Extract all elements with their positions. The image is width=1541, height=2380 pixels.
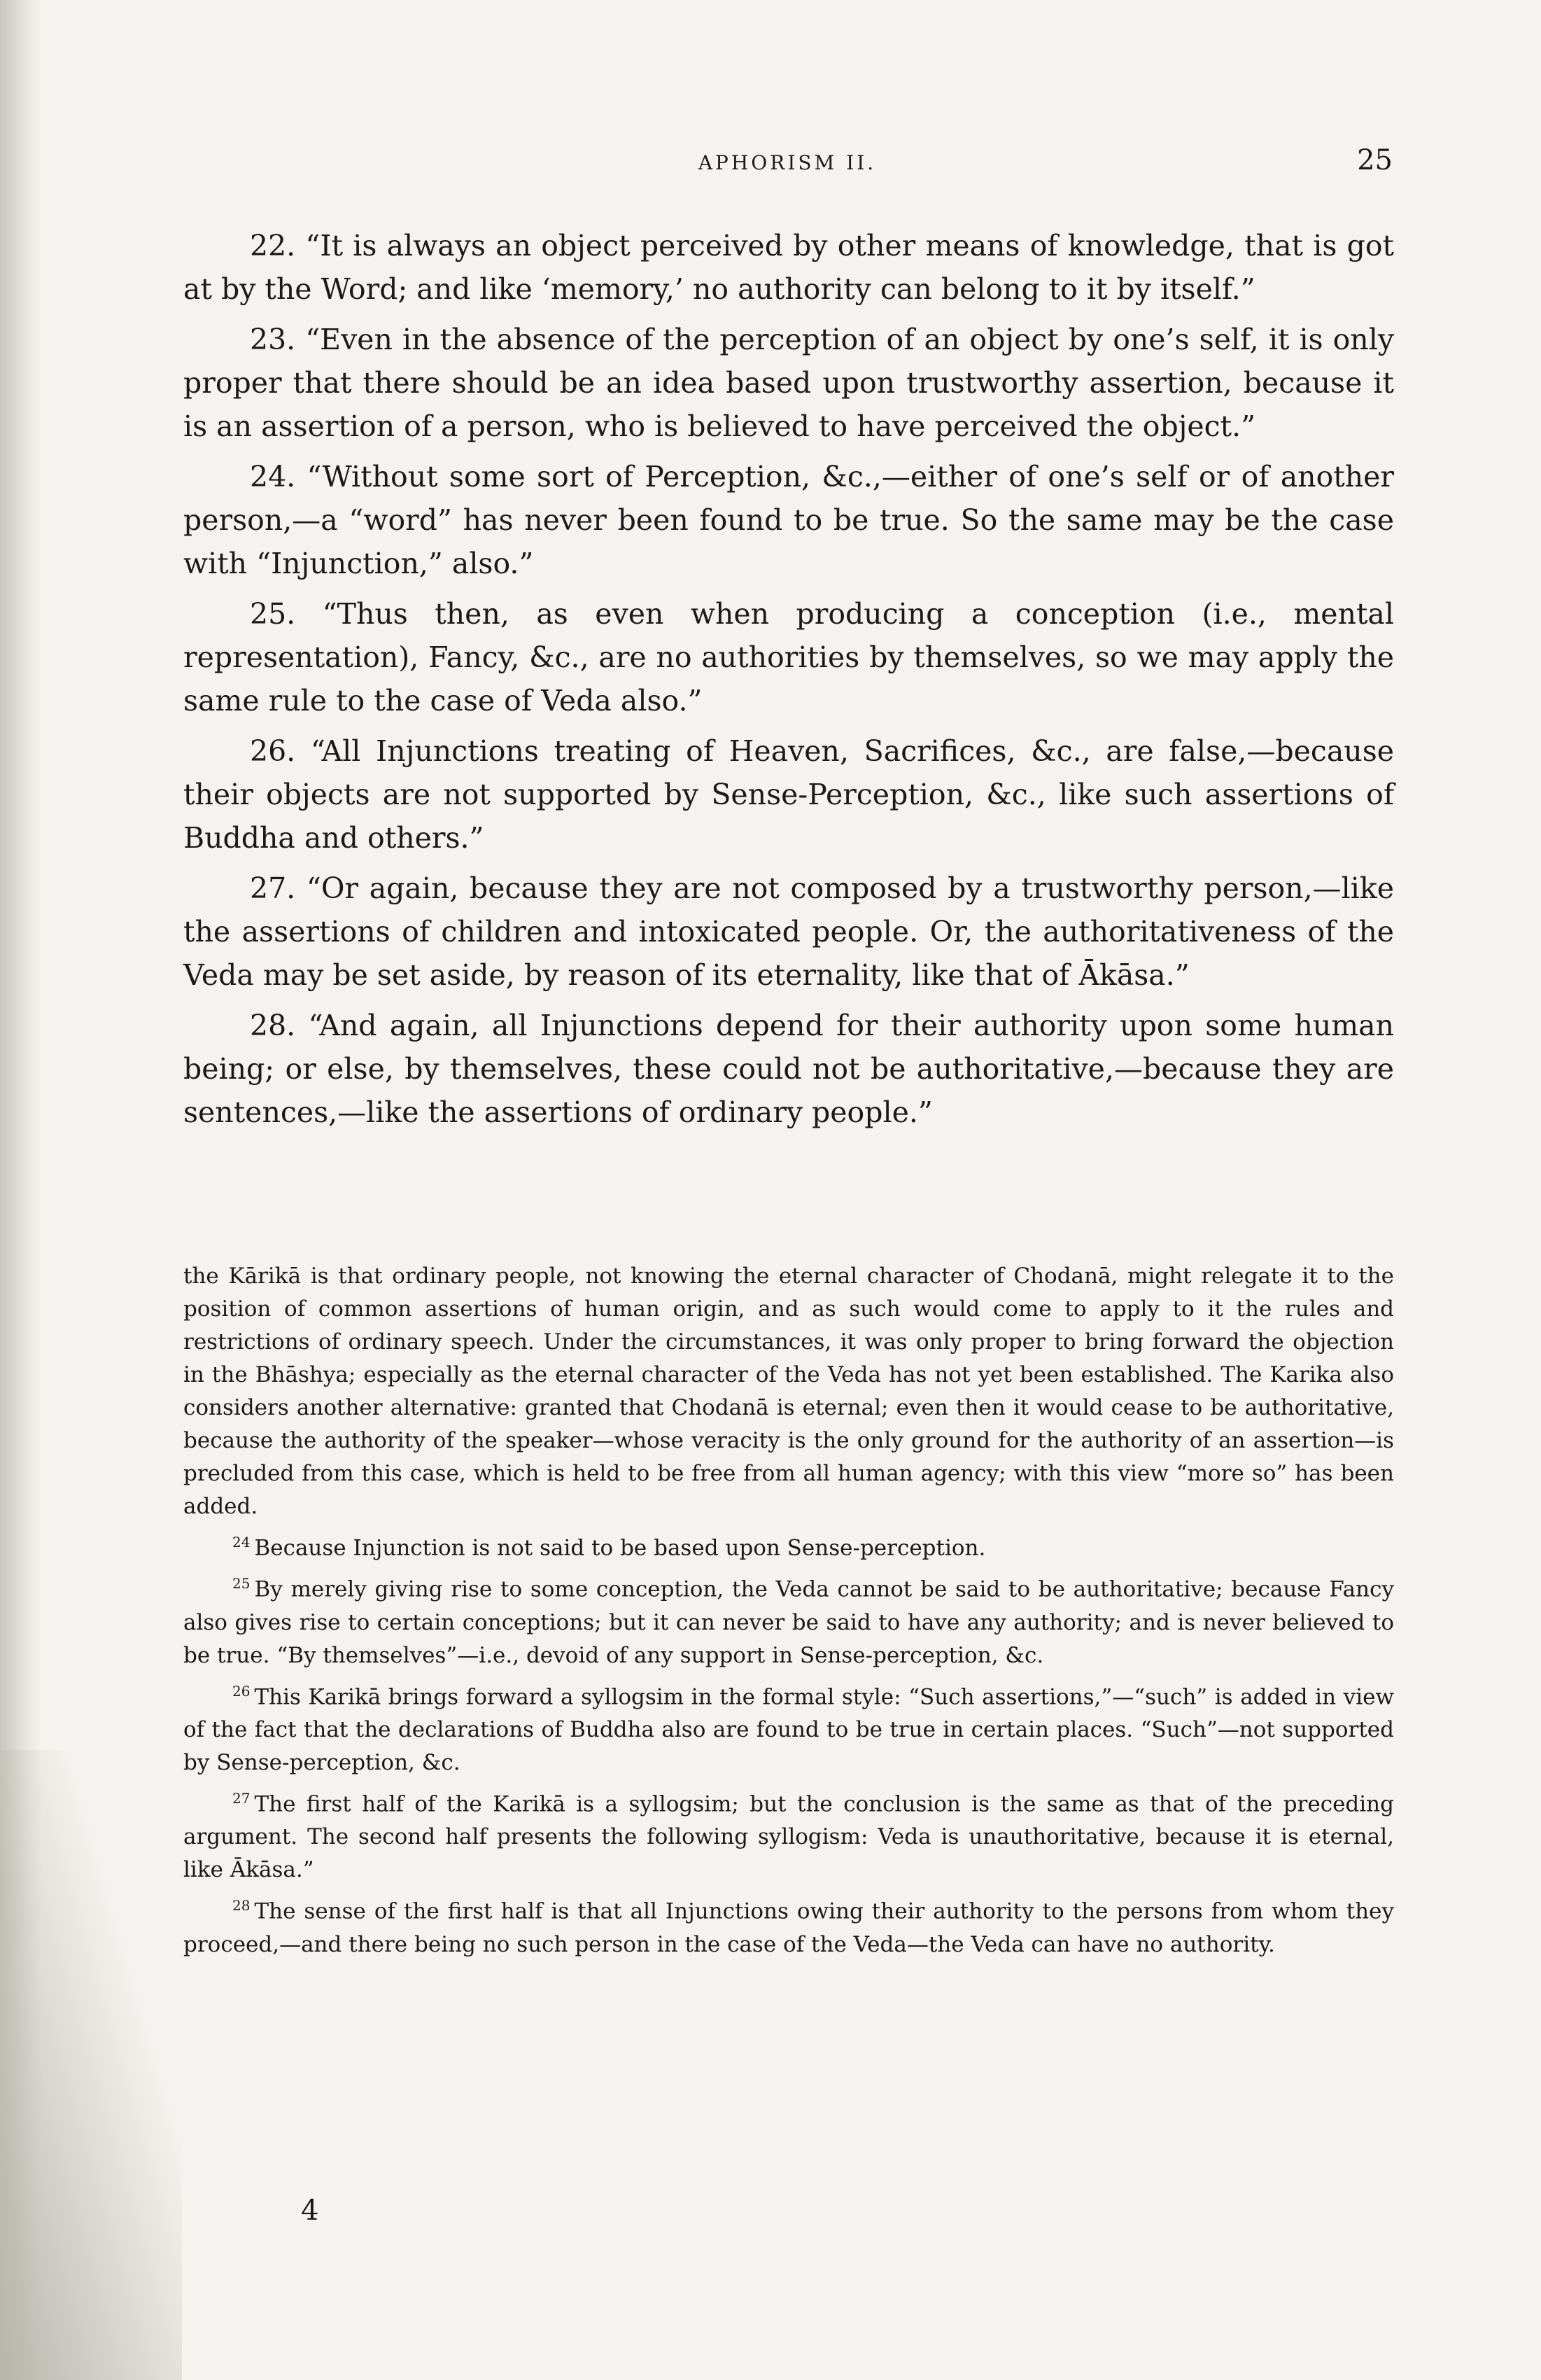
page-header [182,144,1393,193]
footnote-continuation: the Kārikā is that ordinary people, not knowing the eternal character of Chodanā, might relegate it to the position of common assertions of human origin, and as such would come to apply to it the rules and restrictions of ordinary speech. Under the circumstances, it was only proper to bring forward the objection in the Bhāshya; especially as the eternal character of the Veda has not yet been established. The Karika also considers another alternative: granted that Chodanā is eternal; even then it would cease to be authoritative, because the authority of the speaker—whose veracity is the only ground for the authority of an assertion—is precluded from this case, which is held to be free from all human agency; with this view “more so” has been added. [183,1264,1394,1519]
aphorism-25: 25. “Thus then, as even when producing a conception (i.e., mental representation), Fancy, &c., are no authorities by themselves, so we may apply the same rule to the case of Veda also.” [183,597,1394,718]
aphorism-24: 24. “Without some sort of Perception, &c.,—either of one’s self or of another person,—a “word” has never been found to be true. So the same may be the case with “Injunction,” also.” [183,460,1394,580]
footnote-number: 28 [232,1897,251,1914]
aphorism-28: 28. “And again, all Injunctions depend for their authority upon some human being; or else, by themselves, these could not be authoritative,—because they are sentences,—like the assertions of ordinary people.” [183,1009,1394,1129]
footnote-text: By merely giving rise to some conception, the Veda cannot be said to be authoritative; because Fancy also gives rise to certain conceptions; but it can never be said to have any authority; and is never believed to be true. “By themselves”—i.e., devoid of any support in Sense-perception, &c. [183,1576,1394,1668]
footnote-number: 26 [232,1682,251,1700]
aphorism-26: 26. “All Injunctions treating of Heaven, Sacrifices, &c., are false,—because their objects are not supported by Sense-Perception, &c., like such assertions of Buddha and others.” [183,734,1394,855]
footnote-26 [183,1675,1394,1779]
gutter-shadow [0,1750,182,2380]
footnote-text: This Karikā brings forward a syllogsim in the formal style: “Such assertions,”—“such” is added in view of the fact that the declarations of Buddha also are found to be true in certain places. “Such”—not supported by Sense-perception, &c. [183,1684,1394,1775]
page-number: 25 [1357,144,1393,176]
footnote-28 [183,1889,1394,1961]
aphorism-27: 27. “Or again, because they are not composed by a trustworthy person,—like the assertions of children and intoxicated people. Or, the authoritativeness of the Veda may be set aside, by reason of its eternality, like that of Ākāsa.” [183,872,1394,992]
footnote-27 [183,1782,1394,1886]
footnote-number: 27 [232,1789,251,1807]
signature-mark: 4 [301,2194,319,2227]
aphorism-22: 22. “It is always an object perceived by other means of knowledge, that is got at by the Word; and like ‘memory,’ no authority can belong to it by itself.” [183,229,1394,306]
footnote-text: The first half of the Karikā is a syllogsim; but the conclusion is the same as that of the preceding argument. The second half presents the following syllogism: Veda is unauthoritative, because it is eternal, like Ākāsa.” [183,1791,1394,1883]
footnotes [183,1260,1394,1964]
footnote-number: 25 [232,1575,251,1592]
aphorism-body [183,224,1394,1141]
footnote-text: Because Injunction is not said to be based upon Sense-perception. [254,1535,986,1561]
footnote-text: The sense of the first half is that all Injunctions owing their authority to the persons from whom they proceed,—and there being no such person in the case of the Veda—the Veda can have no authority. [183,1898,1394,1957]
footnote-24 [183,1526,1394,1564]
footnote-number: 24 [232,1534,251,1550]
running-head: APHORISM II. [698,151,877,174]
aphorism-23: 23. “Even in the absence of the perception of an object by one’s self, it is only proper that there should be an idea based upon trustworthy assertion, because it is an assertion of a person, who is believed to have perceived the object.” [183,323,1394,443]
footnote-25 [183,1567,1394,1672]
